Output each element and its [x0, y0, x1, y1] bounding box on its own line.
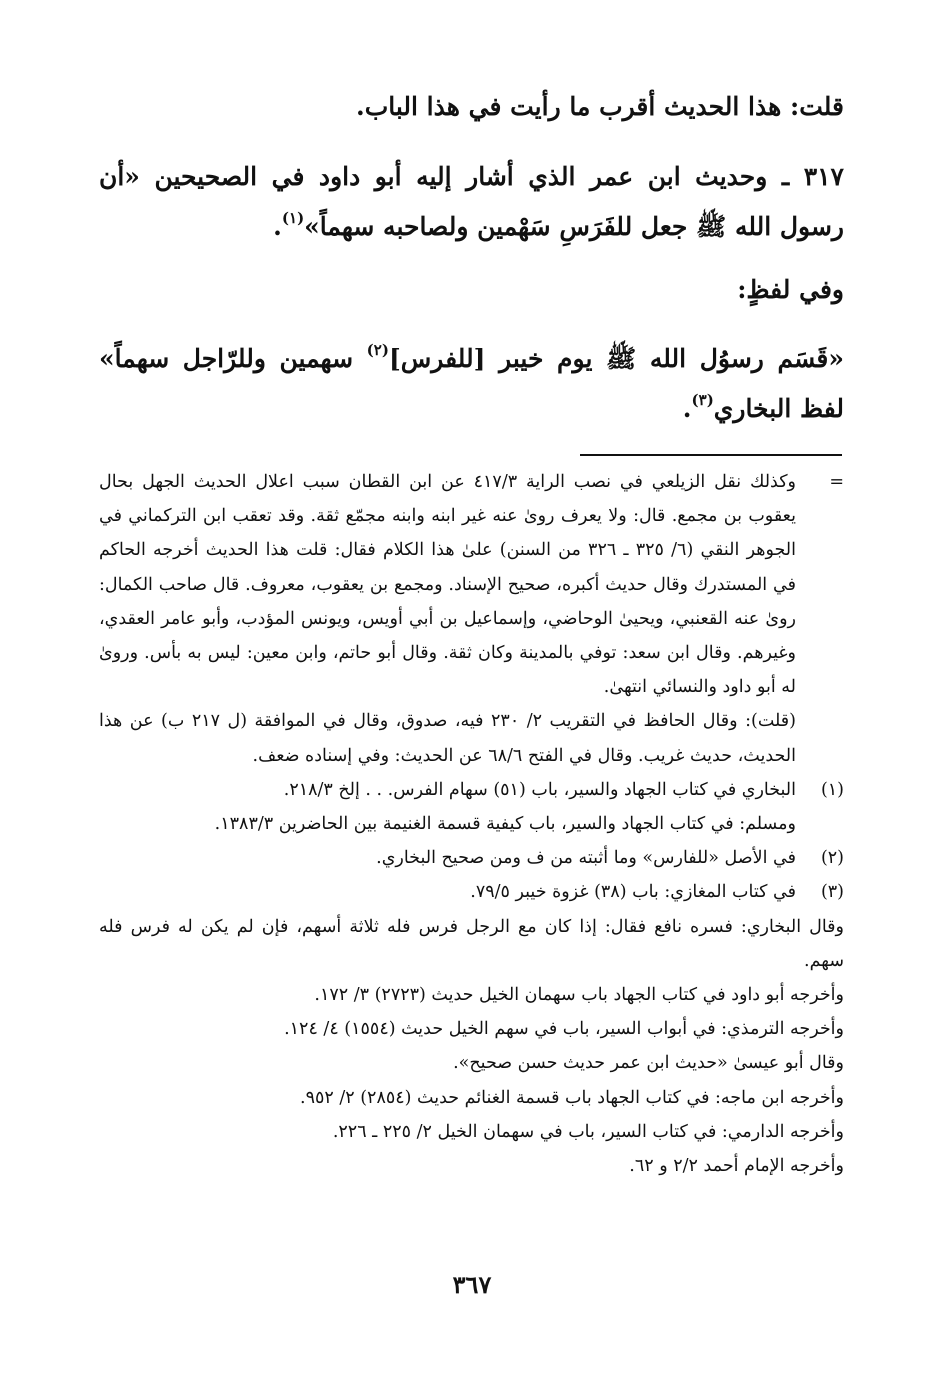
footnote-3-number: (٣) [820, 882, 844, 903]
main-paragraph-2: ٣١٧ ـ وحديث ابن عمر الذي أشار إليه أبو داود في الصحيحين «أن رسول الله ﷺ جعل للفَرَسِ سَهْمين ولصاحبه سهماً»$^{(١)}$. [99, 162, 844, 241]
footnote-line: البخاري في كتاب الجهاد والسير، باب (٥١) سهام الفرس. . . إلخ ٢١٨/٣. [283, 779, 796, 800]
footnote-2 [99, 841, 844, 875]
footnote-continuation [99, 465, 844, 773]
footnote-line: في الأصل «للفارس» وما أثبته من ف ومن صحيح البخاري. [376, 848, 796, 869]
footnote-line: وأخرجه الترمذي: في أبواب السير، باب في سهم الخيل حديث (١٥٥٤) ٤/ ١٢٤. [284, 1019, 844, 1040]
footnote-ref-1[interactable]: (١) [281, 209, 305, 227]
footnote-line: وقال أبو عيسىٰ «حديث ابن عمر حديث حسن صحيح». [453, 1053, 844, 1074]
footnote-separator [580, 454, 842, 456]
footnote-line: وأخرجه ابن ماجه: في كتاب الجهاد باب قسمة الغنائم حديث (٢٨٥٤) ٢/ ٩٥٢. [300, 1087, 844, 1108]
footnote-3 [99, 875, 844, 909]
footnote-1 [99, 773, 844, 841]
footnote-ref-2[interactable]: (٢) [366, 341, 389, 359]
main-paragraph-1 [99, 82, 844, 132]
footnote-line: (قلت): وقال الحافظ في التقريب ٢/ ٢٣٠ فيه، صدوق، وقال في الموافقة (ل ٢١٧ ب) عن هذا الحديث، حديث غريب. وقال في الفتح ٦٨/٦ عن الحديث: وفي إسناده ضعف. [99, 711, 797, 766]
footnote-line: وكذلك نقل الزيلعي في نصب الراية ٤١٧/٣ عن ابن القطان سبب اعلال الحديث الجهل بحال يعقوب بن مجمع. قال: ولا يعرف روىٰ عنه غير ابنه وابنه مجمّع ثقة. وقد تعقب ابن التركماني في الجوهر النقي (٦/ ٣٢٥ ـ ٣٢٦ من السنن) علىٰ هذا الكلام فقال: قلت هذا الحديث أخرجه الحاكم في المستدرك وقال حديث أكبره، صحيح الإسناد. ومجمع بن يعقوب، معروف. قال صاحب الكمال: روىٰ عنه القعنبي، ويحيىٰ الوحاضي، وإسماعيل بن أبي أويس، ويونس المؤدب، وأبو عامر العقدي، وغيرهم. وقال ابن سعد: توفي بالمدينة وكان ثقة. وقال أبو حاتم، وابن معين: ليس به بأس. وروىٰ له أبو داود والنسائي انتهىٰ. [99, 472, 796, 698]
footnote-line: وأخرجه الدارمي: في كتاب السير، باب في سهمان الخيل ٢/ ٢٢٥ ـ ٢٢٦. [332, 1121, 844, 1142]
hadith-317-text: ٣١٧ ـ وحديث ابن عمر الذي أشار إليه أبو داود في الصحيحين «أن رسول الله ﷺ جعل للفَرَسِ سَهْمين ولصاحبه سهماً» [99, 162, 844, 241]
footnote-line: في كتاب المغازي: باب (٣٨) غزوة خيبر ٧٩/٥. [470, 882, 796, 903]
footnote-line: وأخرجه الإمام أحمد ٢/٢ و ٦٢. [629, 1156, 844, 1177]
footnote-3-continuation [99, 910, 844, 1184]
variant-wording-label: وفي لفظٍ: [737, 275, 844, 304]
comment-text: قلت: هذا الحديث أقرب ما رأيت في هذا الباب. [356, 92, 844, 121]
main-paragraph-4: «قَسَم رسوُل الله ﷺ يوم خيبر [للفرس]$^{(٢)}$ سهمين وللرّاجل سهماً» لفظ البخاري$^{(٣)}$. [99, 341, 844, 423]
footnote-ref-3[interactable]: (٣) [691, 391, 714, 409]
footnote-1-number: (١) [820, 779, 844, 800]
footnote-line: ومسلم: في كتاب الجهاد والسير، باب كيفية قسمة الغنيمة بين الحاضرين ١٣٨٣/٣. [214, 814, 796, 835]
variant-hadith-text: «قَسَم رسوُل الله ﷺ يوم خيبر [للفرس] [388, 344, 844, 373]
page-number: ٣٦٧ [452, 1270, 492, 1299]
footnote-line: وأخرجه أبو داود في كتاب الجهاد باب سهمان الخيل حديث (٢٧٢٣) ٣/ ١٧٢. [314, 985, 844, 1006]
footnote-line: وقال البخاري: فسره نافع فقال: إذا كان مع الرجل فرس فله ثلاثة أسهم، فإن لم يكن له فرس فله سهم. [99, 916, 844, 971]
footnotes [99, 465, 844, 1183]
main-paragraph-3 [99, 265, 844, 315]
footnote-2-number: (٢) [820, 848, 844, 869]
continuation-mark: = [829, 472, 844, 492]
